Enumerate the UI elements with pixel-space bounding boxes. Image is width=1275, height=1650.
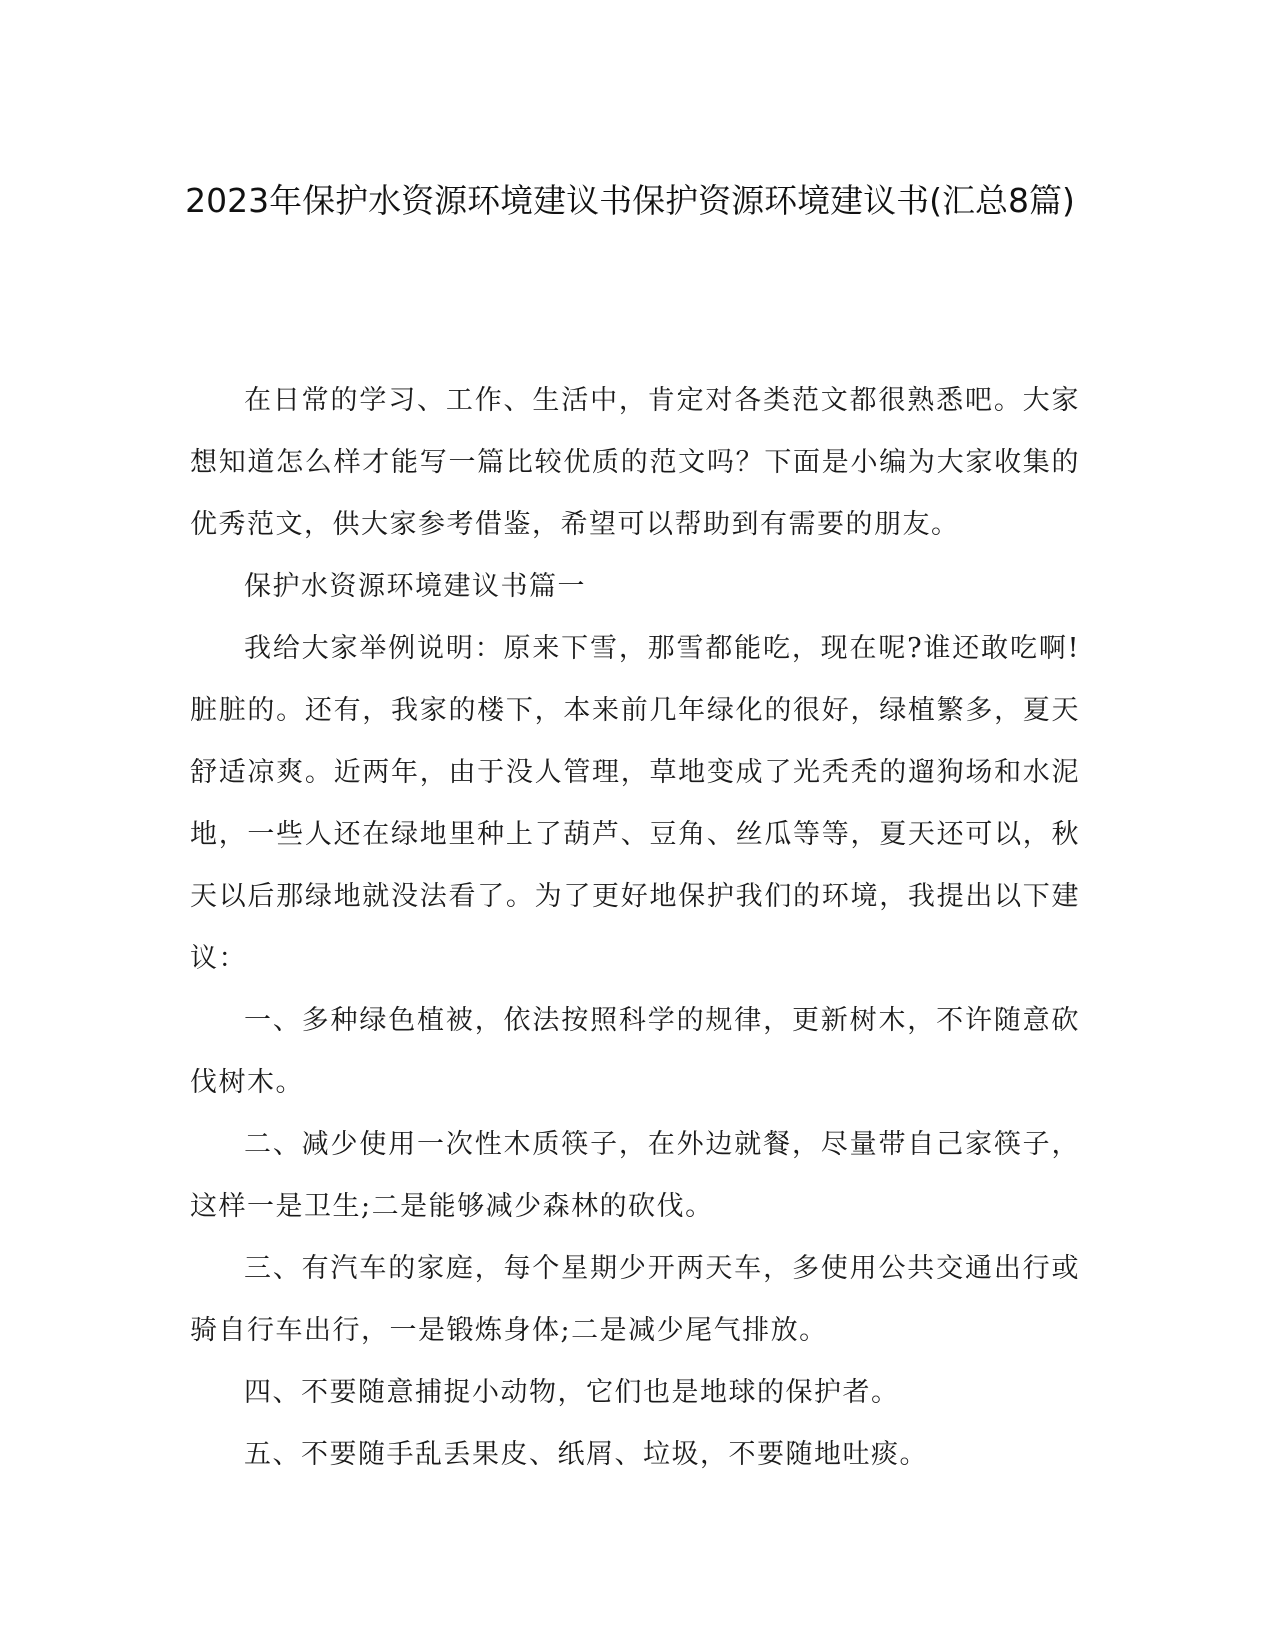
section-heading: 保护水资源环境建议书篇一	[244, 571, 586, 602]
suggestion-item: 二、减少使用一次性木质筷子，在外边就餐，尽量带自己家筷子，这样一是卫生;二是能够减少森林的砍伐。	[190, 1129, 1080, 1222]
suggestion-item: 五、不要随手乱丢果皮、纸屑、垃圾，不要随地吐痰。	[244, 1439, 928, 1470]
intro-paragraph: 在日常的学习、工作、生活中，肯定对各类范文都很熟悉吧。大家想知道怎么样才能写一篇比较优质的范文吗？下面是小编为大家收集的优秀范文，供大家参考借鉴，希望可以帮助到有需要的朋友。	[190, 385, 1080, 540]
suggestion-item: 一、多种绿色植被，依法按照科学的规律，更新树木，不许随意砍伐树木。	[190, 1005, 1080, 1098]
suggestion-item: 四、不要随意捕捉小动物，它们也是地球的保护者。	[244, 1377, 900, 1408]
suggestion-item: 三、有汽车的家庭，每个星期少开两天车，多使用公共交通出行或骑自行车出行，一是锻炼身体;二是减少尾气排放。	[190, 1253, 1080, 1346]
body-paragraph: 我给大家举例说明：原来下雪，那雪都能吃，现在呢?谁还敢吃啊!脏脏的。还有，我家的楼下，本来前几年绿化的很好，绿植繁多，夏天舒适凉爽。近两年，由于没人管理，草地变成了光秃秃的遛狗场和水泥地，一些人还在绿地里种上了葫芦、豆角、丝瓜等等，夏天还可以，秋天以后那绿地就没法看了。为了更好地保护我们的环境，我提出以下建议：	[190, 633, 1080, 974]
document-body	[190, 370, 1080, 1486]
document-title: 2023年保护水资源环境建议书保护资源环境建议书(汇总8篇)	[185, 181, 1075, 220]
